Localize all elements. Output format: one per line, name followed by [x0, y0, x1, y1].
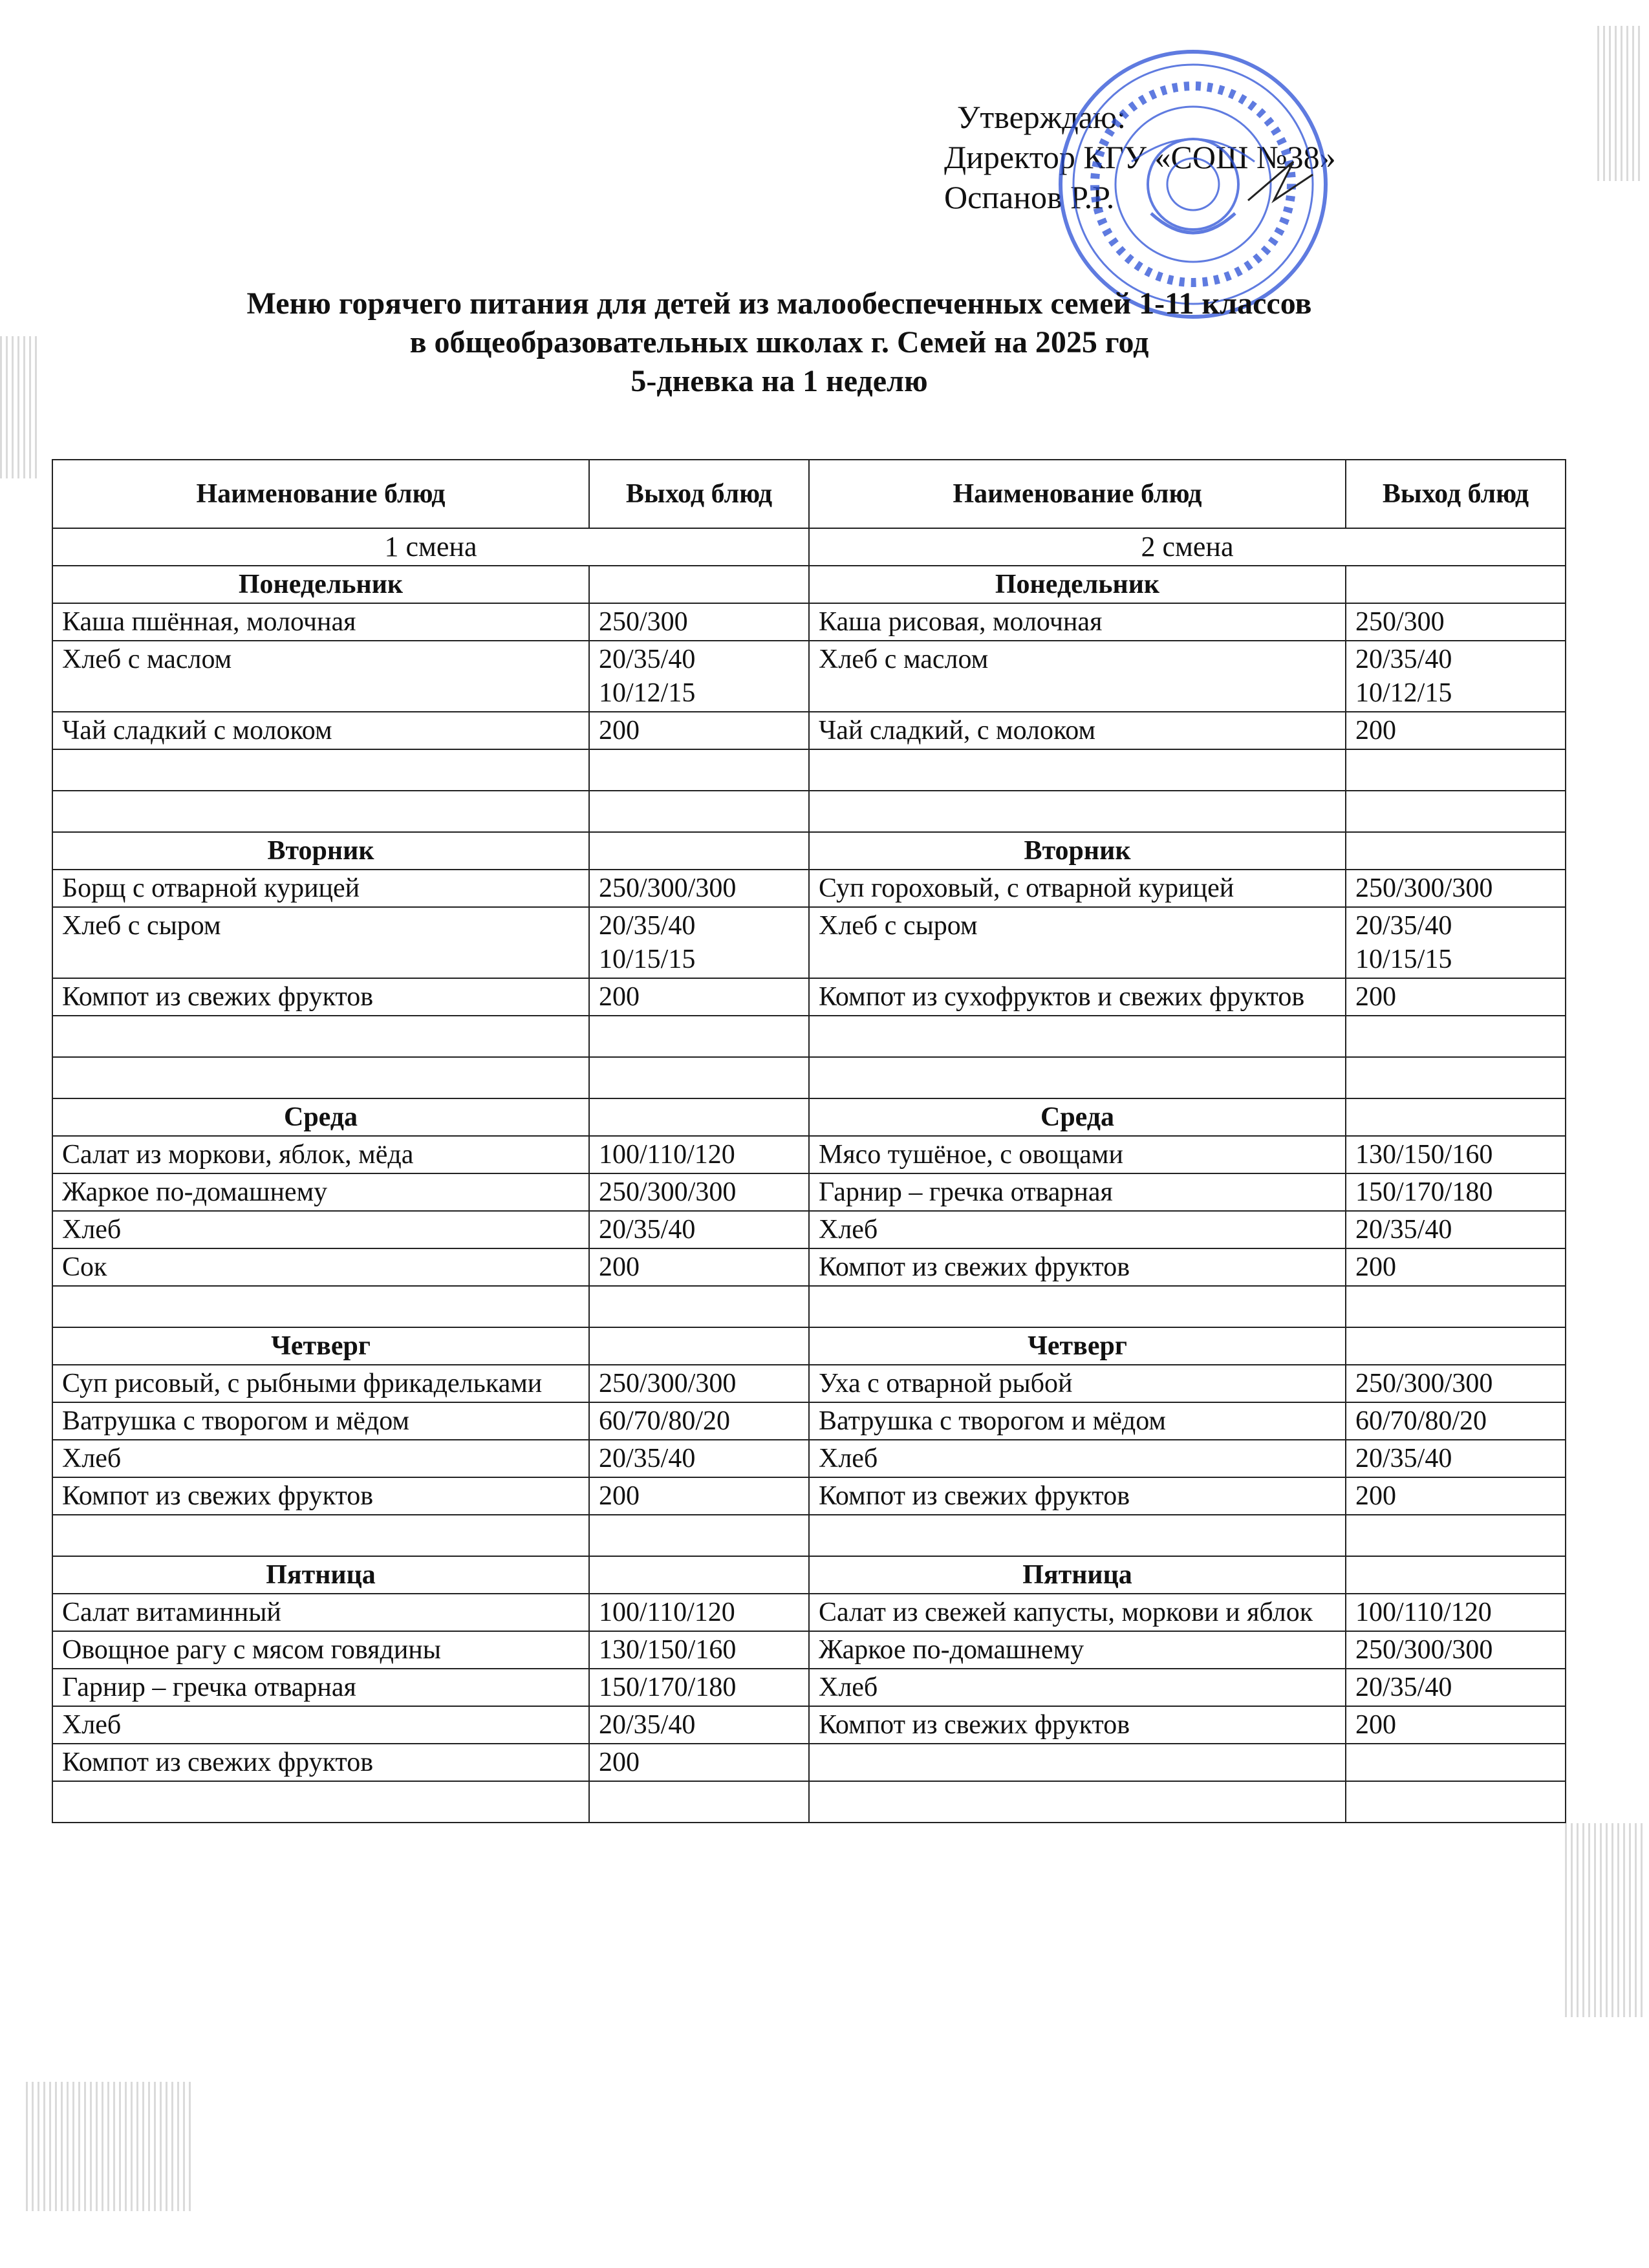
day-blank-cell [1346, 1327, 1566, 1365]
day-row [52, 1098, 1566, 1136]
menu-item-row [52, 1211, 1566, 1248]
portion-shift-2: 20/35/40 [1346, 1669, 1566, 1706]
dish-name-shift-2: Хлеб [809, 1440, 1346, 1477]
menu-item-row [52, 1594, 1566, 1631]
menu-item-row [52, 603, 1566, 641]
portion-shift-2: 250/300/300 [1346, 1631, 1566, 1669]
title-line-2: в общеобразовательных школах г. Семей на 2025 год [409, 325, 1149, 359]
dish-name-shift-2 [809, 1744, 1346, 1781]
menu-item-row [52, 870, 1566, 907]
day-row [52, 1327, 1566, 1365]
dish-name-shift-1: Хлеб [52, 1440, 589, 1477]
menu-item-row [52, 1402, 1566, 1440]
menu-item-row [52, 712, 1566, 749]
empty-cell [1346, 749, 1566, 791]
day-name-shift-2: Среда [809, 1098, 1346, 1136]
portion-shift-1: 20/35/40 [589, 1706, 809, 1744]
day-blank-cell [1346, 1098, 1566, 1136]
portion-shift-2: 150/170/180 [1346, 1173, 1566, 1211]
header-dish-name-1: Наименование блюд [52, 460, 589, 528]
day-blank-cell [589, 1327, 809, 1365]
empty-row [52, 1781, 1566, 1823]
empty-cell [1346, 791, 1566, 832]
empty-cell [1346, 1057, 1566, 1098]
shift-1-label: 1 смена [52, 528, 809, 566]
dish-name-shift-1: Салат из моркови, яблок, мёда [52, 1136, 589, 1173]
day-name-shift-2: Пятница [809, 1556, 1346, 1594]
empty-cell [589, 1016, 809, 1057]
empty-cell [52, 791, 589, 832]
portion-shift-2: 250/300/300 [1346, 870, 1566, 907]
empty-row [52, 1057, 1566, 1098]
dish-name-shift-1: Овощное рагу с мясом говядины [52, 1631, 589, 1669]
dish-name-shift-1: Компот из свежих фруктов [52, 1744, 589, 1781]
portion-shift-1: 100/110/120 [589, 1594, 809, 1631]
empty-cell [589, 749, 809, 791]
portion-shift-2: 250/300 [1346, 603, 1566, 641]
empty-cell [809, 791, 1346, 832]
dish-name-shift-2: Салат из свежей капусты, моркови и яблок [809, 1594, 1346, 1631]
dish-name-shift-2: Жаркое по-домашнему [809, 1631, 1346, 1669]
portion-shift-1: 250/300/300 [589, 870, 809, 907]
dish-name-shift-2: Суп гороховый, с отварной курицей [809, 870, 1346, 907]
portion-shift-2: 20/35/40 [1346, 1211, 1566, 1248]
menu-item-row [52, 1136, 1566, 1173]
portion-shift-1: 250/300 [589, 603, 809, 641]
day-blank-cell [589, 1098, 809, 1136]
menu-item-row [52, 1173, 1566, 1211]
portion-shift-1: 60/70/80/20 [589, 1402, 809, 1440]
empty-cell [809, 1057, 1346, 1098]
empty-row [52, 1286, 1566, 1327]
portion-shift-2: 200 [1346, 978, 1566, 1016]
dish-name-shift-1: Ватрушка с творогом и мёдом [52, 1402, 589, 1440]
day-blank-cell [1346, 566, 1566, 603]
empty-row [52, 749, 1566, 791]
portion-shift-2: 200 [1346, 1706, 1566, 1744]
menu-item-row [52, 1744, 1566, 1781]
portion-shift-1: 150/170/180 [589, 1669, 809, 1706]
dish-name-shift-2: Чай сладкий, с молоком [809, 712, 1346, 749]
empty-cell [52, 1515, 589, 1556]
shift-row [52, 528, 1566, 566]
portion-shift-2: 100/110/120 [1346, 1594, 1566, 1631]
official-seal-stamp [1054, 45, 1332, 323]
dish-name-shift-2: Компот из свежих фруктов [809, 1706, 1346, 1744]
day-blank-cell [589, 566, 809, 603]
scan-noise-bottom-left [26, 2082, 194, 2211]
portion-shift-1: 20/35/40 10/15/15 [589, 907, 809, 978]
dish-name-shift-1: Жаркое по-домашнему [52, 1173, 589, 1211]
portion-shift-2 [1346, 1744, 1566, 1781]
empty-cell [1346, 1515, 1566, 1556]
dish-name-shift-2: Хлеб [809, 1669, 1346, 1706]
dish-name-shift-2: Компот из свежих фруктов [809, 1248, 1346, 1286]
empty-cell [589, 1781, 809, 1823]
title-line-1: Меню горячего питания для детей из малообеспеченных семей 1-11 классов [246, 286, 1312, 321]
empty-cell [52, 749, 589, 791]
dish-name-shift-2: Компот из сухофруктов и свежих фруктов [809, 978, 1346, 1016]
dish-name-shift-2: Каша рисовая, молочная [809, 603, 1346, 641]
day-blank-cell [589, 1556, 809, 1594]
dish-name-shift-2: Гарнир – гречка отварная [809, 1173, 1346, 1211]
portion-shift-2: 60/70/80/20 [1346, 1402, 1566, 1440]
empty-row [52, 1515, 1566, 1556]
dish-name-shift-2: Ватрушка с творогом и мёдом [809, 1402, 1346, 1440]
day-name-shift-1: Понедельник [52, 566, 589, 603]
day-name-shift-1: Четверг [52, 1327, 589, 1365]
empty-cell [589, 1515, 809, 1556]
portion-shift-1: 20/35/40 [589, 1440, 809, 1477]
portion-shift-2: 20/35/40 10/15/15 [1346, 907, 1566, 978]
portion-shift-2: 200 [1346, 1248, 1566, 1286]
dish-name-shift-1: Хлеб [52, 1706, 589, 1744]
portion-shift-1: 250/300/300 [589, 1365, 809, 1402]
empty-cell [809, 1515, 1346, 1556]
portion-shift-1: 200 [589, 1248, 809, 1286]
empty-cell [1346, 1286, 1566, 1327]
approval-line-1: Утверждаю: [957, 99, 1126, 135]
portion-shift-2: 20/35/40 10/12/15 [1346, 641, 1566, 712]
portion-shift-1: 200 [589, 1477, 809, 1515]
menu-table [52, 459, 1566, 1823]
approval-line-3: Оспанов Р.Р. [944, 179, 1115, 215]
shift-2-label: 2 смена [809, 528, 1566, 566]
dish-name-shift-2: Хлеб [809, 1211, 1346, 1248]
empty-cell [809, 1016, 1346, 1057]
empty-cell [1346, 1781, 1566, 1823]
document-title [84, 284, 1474, 401]
menu-item-row [52, 1365, 1566, 1402]
day-name-shift-1: Среда [52, 1098, 589, 1136]
empty-cell [809, 749, 1346, 791]
empty-cell [52, 1016, 589, 1057]
header-portion-2: Выход блюд [1346, 460, 1566, 528]
portion-shift-1: 130/150/160 [589, 1631, 809, 1669]
empty-cell [809, 1286, 1346, 1327]
portion-shift-2: 130/150/160 [1346, 1136, 1566, 1173]
dish-name-shift-1: Компот из свежих фруктов [52, 978, 589, 1016]
empty-cell [52, 1286, 589, 1327]
day-name-shift-1: Пятница [52, 1556, 589, 1594]
menu-item-row [52, 1477, 1566, 1515]
portion-shift-2: 250/300/300 [1346, 1365, 1566, 1402]
portion-shift-1: 250/300/300 [589, 1173, 809, 1211]
day-name-shift-2: Четверг [809, 1327, 1346, 1365]
day-row [52, 1556, 1566, 1594]
day-name-shift-2: Понедельник [809, 566, 1346, 603]
dish-name-shift-1: Чай сладкий с молоком [52, 712, 589, 749]
approval-line-2: Директор КГУ «СОШ №38» [944, 139, 1336, 175]
dish-name-shift-1: Хлеб [52, 1211, 589, 1248]
empty-cell [589, 1286, 809, 1327]
dish-name-shift-1: Каша пшённая, молочная [52, 603, 589, 641]
day-blank-cell [1346, 832, 1566, 870]
menu-body [52, 528, 1566, 1823]
scan-noise-left [0, 336, 39, 478]
portion-shift-2: 20/35/40 [1346, 1440, 1566, 1477]
dish-name-shift-2: Хлеб с маслом [809, 641, 1346, 712]
menu-item-row [52, 1631, 1566, 1669]
dish-name-shift-1: Хлеб с сыром [52, 907, 589, 978]
title-line-3: 5-дневка на 1 неделю [630, 364, 928, 398]
table-header-row [52, 460, 1566, 528]
scan-noise-right-bottom [1565, 1823, 1643, 2017]
menu-item-row [52, 1706, 1566, 1744]
empty-cell [52, 1057, 589, 1098]
header-portion-1: Выход блюд [589, 460, 809, 528]
menu-item-row [52, 641, 1566, 712]
dish-name-shift-1: Сок [52, 1248, 589, 1286]
portion-shift-2: 200 [1346, 1477, 1566, 1515]
portion-shift-1: 200 [589, 978, 809, 1016]
portion-shift-1: 200 [589, 1744, 809, 1781]
dish-name-shift-1: Гарнир – гречка отварная [52, 1669, 589, 1706]
menu-item-row [52, 978, 1566, 1016]
portion-shift-1: 20/35/40 10/12/15 [589, 641, 809, 712]
portion-shift-2: 200 [1346, 712, 1566, 749]
empty-cell [589, 791, 809, 832]
menu-item-row [52, 907, 1566, 978]
day-row [52, 832, 1566, 870]
day-row [52, 566, 1566, 603]
portion-shift-1: 20/35/40 [589, 1211, 809, 1248]
portion-shift-1: 100/110/120 [589, 1136, 809, 1173]
empty-cell [589, 1057, 809, 1098]
day-name-shift-2: Вторник [809, 832, 1346, 870]
header-dish-name-2: Наименование блюд [809, 460, 1346, 528]
empty-cell [809, 1781, 1346, 1823]
menu-item-row [52, 1440, 1566, 1477]
menu-item-row [52, 1248, 1566, 1286]
empty-row [52, 1016, 1566, 1057]
scan-noise-right [1597, 26, 1643, 181]
dish-name-shift-1: Борщ с отварной курицей [52, 870, 589, 907]
empty-cell [1346, 1016, 1566, 1057]
dish-name-shift-2: Компот из свежих фруктов [809, 1477, 1346, 1515]
empty-row [52, 791, 1566, 832]
day-blank-cell [589, 832, 809, 870]
dish-name-shift-2: Хлеб с сыром [809, 907, 1346, 978]
day-name-shift-1: Вторник [52, 832, 589, 870]
dish-name-shift-1: Салат витаминный [52, 1594, 589, 1631]
dish-name-shift-2: Уха с отварной рыбой [809, 1365, 1346, 1402]
dish-name-shift-2: Мясо тушёное, с овощами [809, 1136, 1346, 1173]
menu-item-row [52, 1669, 1566, 1706]
dish-name-shift-1: Компот из свежих фруктов [52, 1477, 589, 1515]
day-blank-cell [1346, 1556, 1566, 1594]
dish-name-shift-1: Хлеб с маслом [52, 641, 589, 712]
portion-shift-1: 200 [589, 712, 809, 749]
empty-cell [52, 1781, 589, 1823]
dish-name-shift-1: Суп рисовый, с рыбными фрикадельками [52, 1365, 589, 1402]
